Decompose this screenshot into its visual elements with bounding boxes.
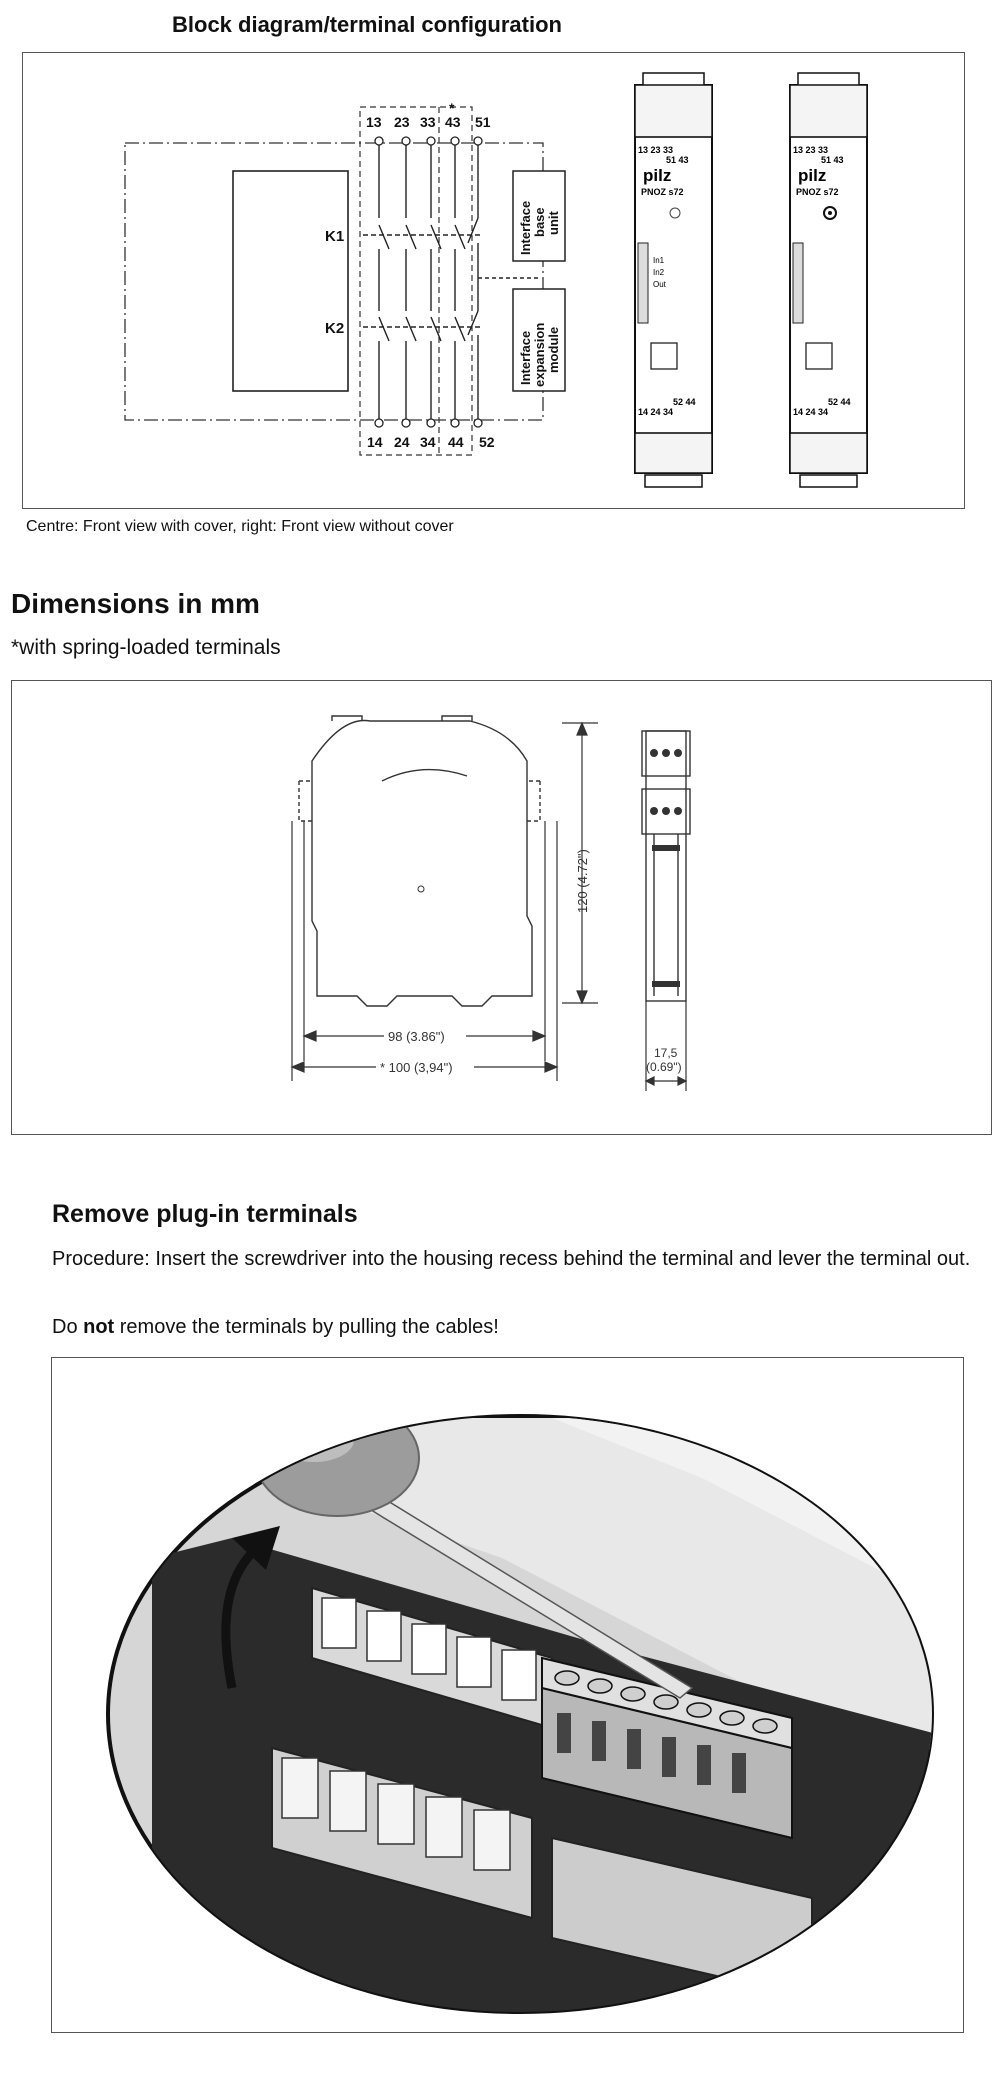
depth-label-2: (0.69") <box>646 1060 682 1074</box>
device1-bottom-row1: 52 44 <box>673 397 696 407</box>
terminal-52: 52 <box>479 434 495 450</box>
device1-led-in2: In2 <box>653 268 665 277</box>
interface-exp-line3: module <box>546 326 561 373</box>
interface-base-line3: unit <box>546 211 561 235</box>
terminal-removal-illustration <box>52 1358 965 2034</box>
device2-bottom-row2: 14 24 34 <box>793 407 829 417</box>
device2-bottom-row1: 52 44 <box>828 397 851 407</box>
remove-terminals-heading: Remove plug-in terminals <box>52 1200 358 1228</box>
device-front-with-cover <box>635 73 712 487</box>
terminal-14: 14 <box>367 434 383 450</box>
device1-brand: pilz <box>643 166 672 185</box>
width-spring-label: * 100 (3,94") <box>380 1060 453 1075</box>
terminal-removal-illustration-frame <box>51 1357 964 2033</box>
warning-before: Do <box>52 1316 84 1338</box>
procedure-text: Procedure: Insert the screwdriver into the housing recess behind the terminal and lever the terminal out. <box>52 1248 971 1270</box>
device1-top-row1: 13 23 33 <box>638 145 674 155</box>
width-label: 98 (3.86") <box>388 1029 445 1044</box>
interface-base-line2: base <box>532 207 547 237</box>
depth-label-1: 17,5 <box>654 1046 678 1060</box>
device1-led-out: Out <box>653 280 666 289</box>
device2-top-row1: 13 23 33 <box>793 145 829 155</box>
warning-bold: not <box>83 1316 115 1338</box>
warning-text <box>52 1316 499 1339</box>
device1-led-in1: In1 <box>653 256 665 265</box>
device2-brand: pilz <box>798 166 827 185</box>
height-label: 120 (4.72") <box>575 849 590 913</box>
interface-base-line1: Interface <box>518 200 533 255</box>
device1-model: PNOZ s72 <box>641 187 684 197</box>
dimensions-note: *with spring-loaded terminals <box>11 636 281 659</box>
relay-k1: K1 <box>325 228 345 245</box>
device2-top-row2: 51 43 <box>821 155 844 165</box>
terminal-33: 33 <box>420 114 436 130</box>
relay-k2: K2 <box>325 320 345 337</box>
terminal-asterisk: * <box>449 100 455 116</box>
device-front-without-cover <box>790 73 867 487</box>
block-diagram-heading: Block diagram/terminal configuration <box>172 12 562 37</box>
device1-top-row2: 51 43 <box>666 155 689 165</box>
dimensions-heading: Dimensions in mm <box>11 588 260 619</box>
interface-exp-line1: Interface <box>518 330 533 385</box>
interface-exp-line2: expansion <box>532 322 547 387</box>
terminal-51: 51 <box>475 114 491 130</box>
device1-bottom-row2: 14 24 34 <box>638 407 674 417</box>
terminal-43: 43 <box>445 114 461 130</box>
block-diagram-caption: Centre: Front view with cover, right: Front view without cover <box>26 518 454 535</box>
terminal-23: 23 <box>394 114 410 130</box>
dimensions-frame <box>11 680 992 1135</box>
warning-after: remove the terminals by pulling the cables! <box>114 1316 499 1338</box>
terminal-44: 44 <box>448 434 464 450</box>
dimensions-svg <box>12 681 993 1136</box>
terminal-24: 24 <box>394 434 410 450</box>
block-diagram-svg <box>23 53 966 510</box>
device2-model: PNOZ s72 <box>796 187 839 197</box>
block-diagram-frame <box>22 52 965 509</box>
terminal-13: 13 <box>366 114 382 130</box>
terminal-34: 34 <box>420 434 436 450</box>
